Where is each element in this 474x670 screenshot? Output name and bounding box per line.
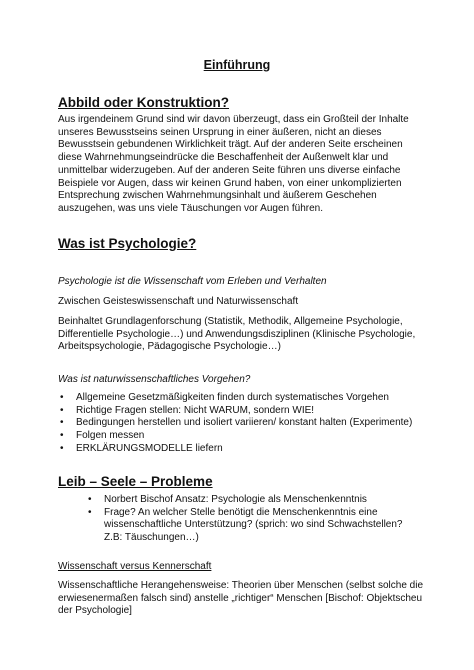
list-leib-seele <box>86 494 416 545</box>
list-item: • Frage? An welcher Stelle benötigt die Menschenkenntnis eine wissenschaftliche Unterstützung? (sprich: wo sind Schwachstellen? Z.B: Täuschungen…) <box>86 507 416 545</box>
heading-was-ist-psychologie: Was ist Psychologie? <box>58 236 197 251</box>
paragraph-zwischen: Zwischen Geisteswissenschaft und Naturwissenschaft <box>58 296 299 307</box>
list-item: • ERKLÄRUNGSMODELLE liefern <box>58 443 428 456</box>
list-item: • Norbert Bischof Ansatz: Psychologie als Menschenkenntnis <box>86 494 416 507</box>
list-item: • Bedingungen herstellen und isoliert variieren/ konstant halten (Experimente) <box>58 417 428 430</box>
paragraph-beinhaltet: Beinhaltet Grundlagenforschung (Statistik, Methodik, Allgemeine Psychologie, Differentielle Psychologie…) und Anwendungsdisziplinen (Klinische Psychologie, Arbeitspsychologie, Pädagogische Psychologie…) <box>58 316 416 353</box>
definition-psychologie: Psychologie ist die Wissenschaft vom Erleben und Verhalten <box>58 276 327 287</box>
page-title: Einführung <box>203 58 271 72</box>
list-item: • Folgen messen <box>58 430 428 443</box>
paragraph-herangehensweise: Wissenschaftliche Herangehensweise: Theorien über Menschen (selbst solche die erwiesenermaßen falsch sind) anstelle „richtiger“ Menschen [Bischof: Objektscheu der Psychologie] <box>58 580 424 617</box>
heading-abbild-oder-konstruktion: Abbild oder Konstruktion? <box>58 95 229 110</box>
heading-leib-seele-probleme: Leib – Seele – Probleme <box>58 474 213 489</box>
list-item: • Allgemeine Gesetzmäßigkeiten finden durch systematisches Vorgehen <box>58 392 428 405</box>
list-item: • Richtige Fragen stellen: Nicht WARUM, sondern WIE! <box>58 405 428 418</box>
list-naturwissenschaft <box>58 392 428 456</box>
paragraph-abbild: Aus irgendeinem Grund sind wir davon überzeugt, dass ein Großteil der Inhalte unseres Bewusstseins seinen Ursprung in einer äußeren, nicht an dieses Bewusstsein gebundenen Wirklichkeit trägt. Auf der anderen Seite erscheinen diese Wahrnehmungseindrücke die Beschaffenheit der Außenwelt klar und unmittelbar widerzugeben. Auf der anderen Seite führen uns diverse einfache Beispiele vor Augen, dass wir keinen Grund haben, von einer unkomplizierten Entsprechung zwischen Wahrnehmungsinhalt und äußerem Geschehen auszugehen, was uns viele Täuschungen vor Augen führen. <box>58 114 409 214</box>
subheading-wissenschaft-kennerschaft: Wissenschaft versus Kennerschaft <box>58 561 212 572</box>
question-naturwissenschaft: Was ist naturwissenschaftliches Vorgehen? <box>58 374 251 385</box>
